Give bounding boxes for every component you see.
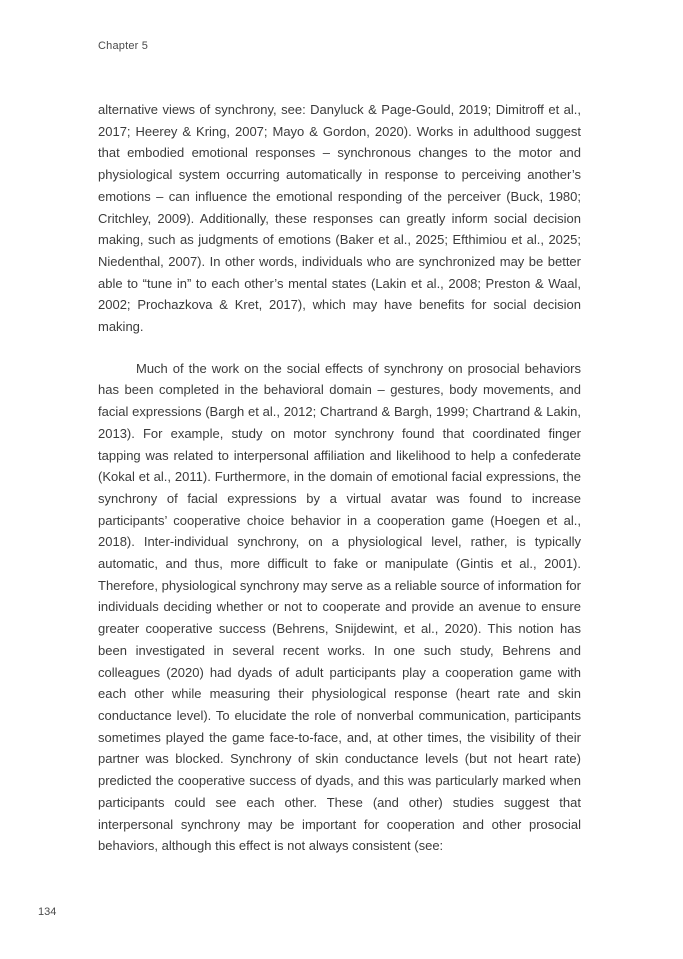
page-number: 134 [38, 906, 57, 918]
body-text-block [98, 99, 581, 857]
paragraph-second: Much of the work on the social effects of synchrony on prosocial behaviors has been completed in the behavioral domain – gestures, body movements, and facial expressions (Bargh et al., 2012; Chartrand & Bargh, 1999; Chartrand & Lakin, 2013). For example, study on motor synchrony found that coordinated finger tapping was related to interpersonal affiliation and likelihood to help a confederate (Kokal et al., 2011). Furthermore, in the domain of emotional facial expressions, the synchrony of facial expressions by a virtual avatar was found to increase participants’ cooperative choice behavior in a cooperation game (Hoegen et al., 2018). Inter-individual synchrony, on a physiological level, rather, is typically automatic, and thus, more difficult to fake or manipulate (Gintis et al., 2001). Therefore, physiological synchrony may serve as a reliable source of information for individuals deciding whether or not to cooperate and provide an avenue to ensure greater cooperative success (Behrens, Snijdewint, et al., 2020). This notion has been investigated in several recent works. In one such study, Behrens and colleagues (2020) had dyads of adult participants play a cooperation game with each other while measuring their physiological response (heart rate and skin conductance level). To elucidate the role of nonverbal communication, participants sometimes played the game face-to-face, and, at other times, the visibility of their partner was blocked. Synchrony of skin conductance levels (but not heart rate) predicted the cooperative success of dyads, and this was particularly marked when participants could see each other. These (and other) studies suggest that interpersonal synchrony may be important for cooperation and other prosocial behaviors, although this effect is not always consistent (see: [98, 360, 581, 854]
chapter-running-header: Chapter 5 [98, 40, 149, 52]
paragraph-continuation: alternative views of synchrony, see: Danyluck & Page-Gould, 2019; Dimitroff et al., 2017; Heerey & Kring, 2007; Mayo & Gordon, 2020). Works in adulthood suggest that embodied emotional responses – synchronous changes to the motor and physiological system occurring automatically in response to perceiving another’s emotions – can influence the emotional responding of the perceiver (Buck, 1980; Critchley, 2009). Additionally, these responses can greatly inform social decision making, such as judgments of emotions (Baker et al., 2025; Efthimiou et al., 2025; Niedenthal, 2007). In other words, individuals who are synchronized may be better able to “tune in” to each other’s mental states (Lakin et al., 2008; Preston & Waal, 2002; Prochazkova & Kret, 2017), which may have benefits for social decision making. [98, 102, 581, 335]
